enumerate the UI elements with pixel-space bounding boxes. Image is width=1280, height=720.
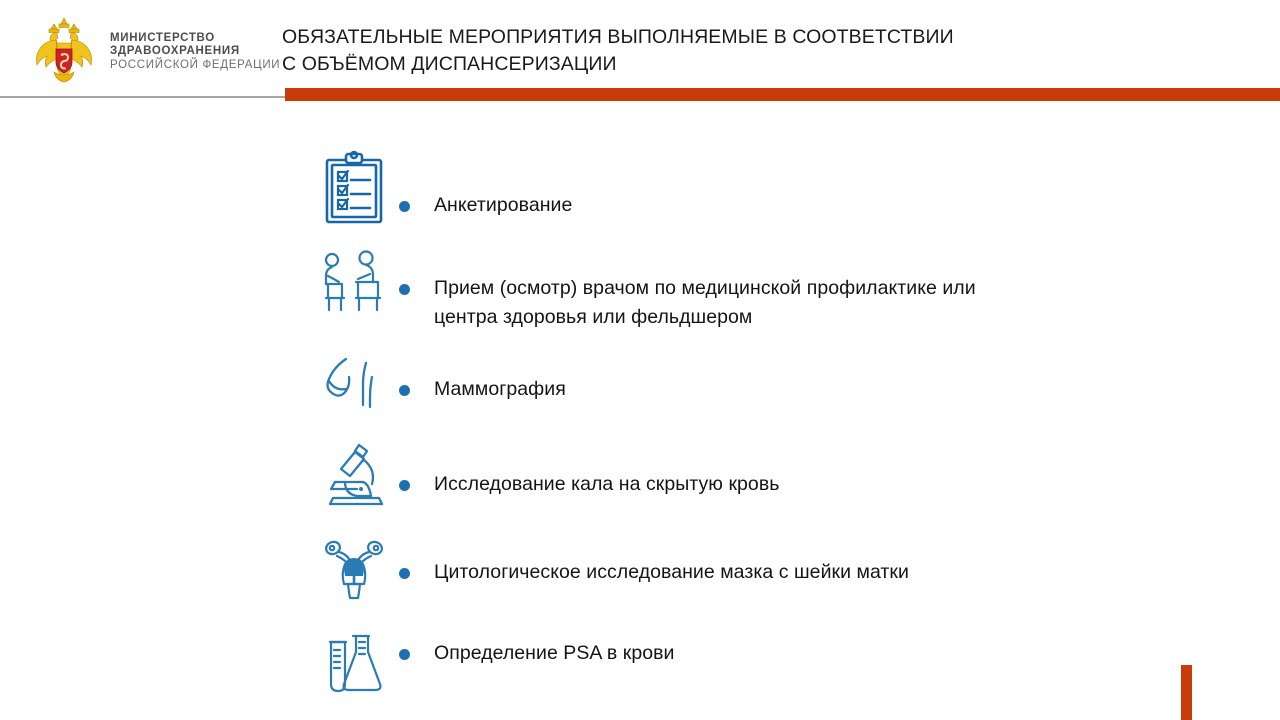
list-item-text-line-1: Определение PSA в крови [434,642,675,664]
ministry-logo-text [110,30,280,73]
mammography-breast-icon [312,355,396,417]
list-bullet [399,385,410,396]
slide-title-line-1: ОБЯЗАТЕЛЬНЫЕ МЕРОПРИЯТИЯ ВЫПОЛНЯЕМЫЕ В СООТВЕТСТВИИ [282,26,954,48]
list-item-text-line-1: Исследование кала на скрытую кровь [434,473,780,495]
list-item-text-line-1: Маммография [434,378,566,400]
ministry-name-line-2: ЗДРАВООХРАНЕНИЯ [110,45,240,58]
uterus-icon [312,536,396,602]
slide-title-line-2: С ОБЪЁМОМ ДИСПАНСЕРИЗАЦИИ [282,53,617,75]
list-bullet [399,284,410,295]
list-item-text-line-1: Анкетирование [434,194,573,216]
list-bullet [399,201,410,212]
list-item-text [434,191,1134,220]
clipboard-checklist-icon [312,150,396,228]
ministry-name-line-1: МИНИСТЕРСТВО [110,31,215,44]
slide-title [282,24,1222,78]
ministry-logo [28,16,280,86]
header-divider-grey [0,96,285,98]
list-item-text-line-1: Цитологическое исследование мазка с шейки матки [434,561,909,583]
list-bullet [399,480,410,491]
list-item-text [434,375,1134,404]
list-bullet [399,568,410,579]
ministry-name-line-3: РОССИЙСКОЙ ФЕДЕРАЦИИ [110,58,281,71]
page-header [0,0,1280,95]
bottom-accent-bar [1181,665,1192,720]
russian-double-headed-eagle-emblem-icon [28,16,100,86]
test-tube-flask-icon [312,628,396,702]
list-item-text [434,558,1134,587]
list-item-text [434,470,1134,499]
list-item-text-line-1: Прием (осмотр) врачом по медицинской профилактике или [434,277,976,299]
header-divider-accent [285,88,1280,101]
list-bullet [399,649,410,660]
list-item-text [434,639,1134,668]
list-item-text [434,274,1134,332]
doctor-consultation-icon [312,250,396,322]
list-item-text-line-2: центра здоровья или фельдшером [434,306,753,328]
microscope-icon [312,442,396,508]
